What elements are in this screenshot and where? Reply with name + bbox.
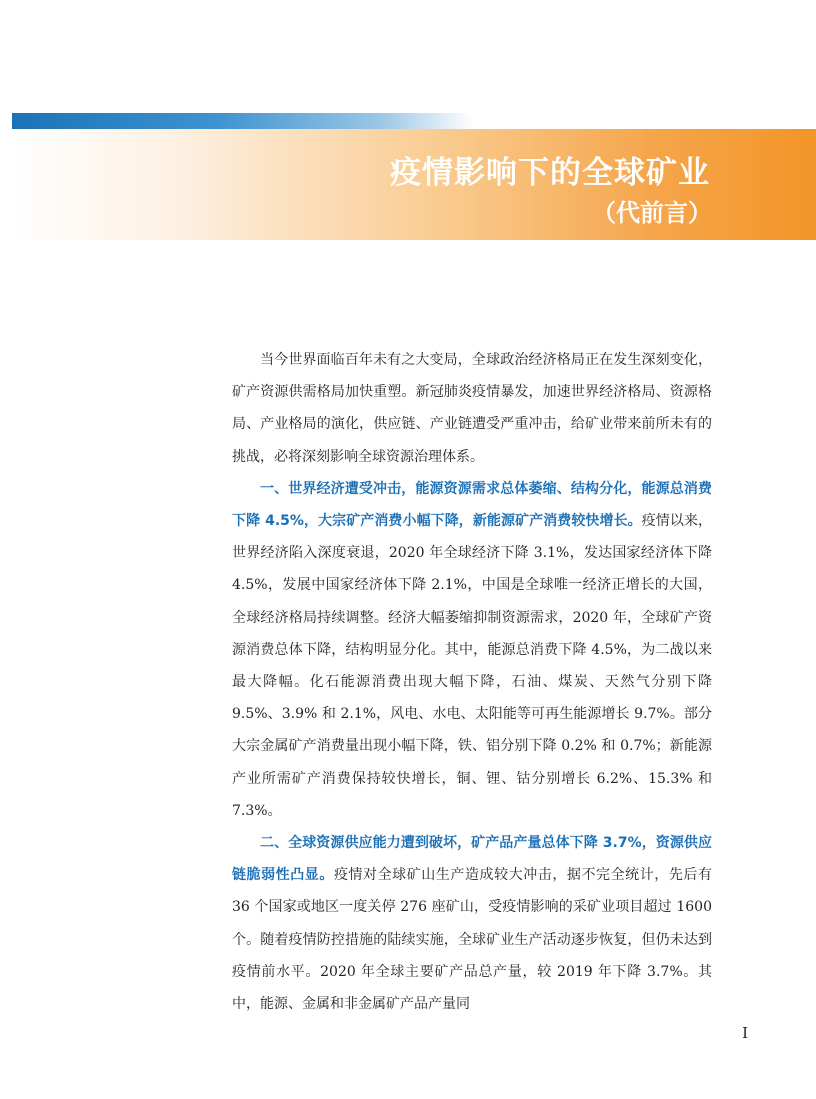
paragraph-text: 疫情对全球矿山生产造成较大冲击，据不完全统计，先后有 36 个国家或地区一度关停 276 座矿山，受疫情影响的采矿业项目超过 1600 个。随着疫情防控措施的陆续实施，全球矿业生产活动逐步恢复，但仍未达到疫情前水平。2020 年全球主要矿产品总产量，较 2019 年下降 3.7%。其中，能源、金属和非金属矿产品产量同: [232, 867, 712, 1013]
section-heading: 一、世界经济遭受冲击，能源资源需求总体萎缩、结构分化，能源总消费下降 4.5%，大宗矿产消费小幅下降，新能源矿产消费较快增长。: [232, 480, 712, 530]
page-number: I: [742, 1024, 748, 1042]
paragraph-section-1: [232, 473, 712, 827]
page-subtitle: （代前言）: [592, 199, 712, 227]
page-title: 疫情影响下的全球矿业: [390, 155, 710, 191]
paragraph-intro: [232, 344, 712, 473]
paragraph-text: 疫情以来，世界经济陷入深度衰退，2020 年全球经济下降 3.1%，发达国家经济体下降 4.5%，发展中国家经济体下降 2.1%，中国是全球唯一经济正增长的大国，全球经济格局持续调整。经济大幅萎缩抑制资源需求，2020 年，全球矿产资源消费总体下降，结构明显分化。其中，能源总消费下降 4.5%，为二战以来最大降幅。化石能源消费出现大幅下降，石油、煤炭、天然气分别下降 9.5%、3.9% 和 2.1%，风电、水电、太阳能等可再生能源增长 9.7%。部分大宗金属矿产消费量出现小幅下降，铁、铝分别下降 0.2% 和 0.7%；新能源产业所需矿产消费保持较快增长，铜、锂、钴分别增长 6.2%、15.3% 和 7.3%。: [232, 513, 713, 819]
header-blue-bar: [12, 113, 474, 129]
paragraph-section-2: [232, 827, 712, 1020]
section-heading: 二、全球资源供应能力遭到破坏，矿产品产量总体下降 3.7%，资源供应链脆弱性凸显。: [232, 835, 712, 884]
paragraph-text: 当今世界面临百年未有之大变局，全球政治经济格局正在发生深刻变化，矿产资源供需格局加快重塑。新冠肺炎疫情暴发，加速世界经济格局、资源格局、产业格局的演化，供应链、产业链遭受严重冲击，给矿业带来前所未有的挑战，必将深刻影响全球资源治理体系。: [232, 352, 712, 465]
body-text: [232, 344, 712, 1020]
